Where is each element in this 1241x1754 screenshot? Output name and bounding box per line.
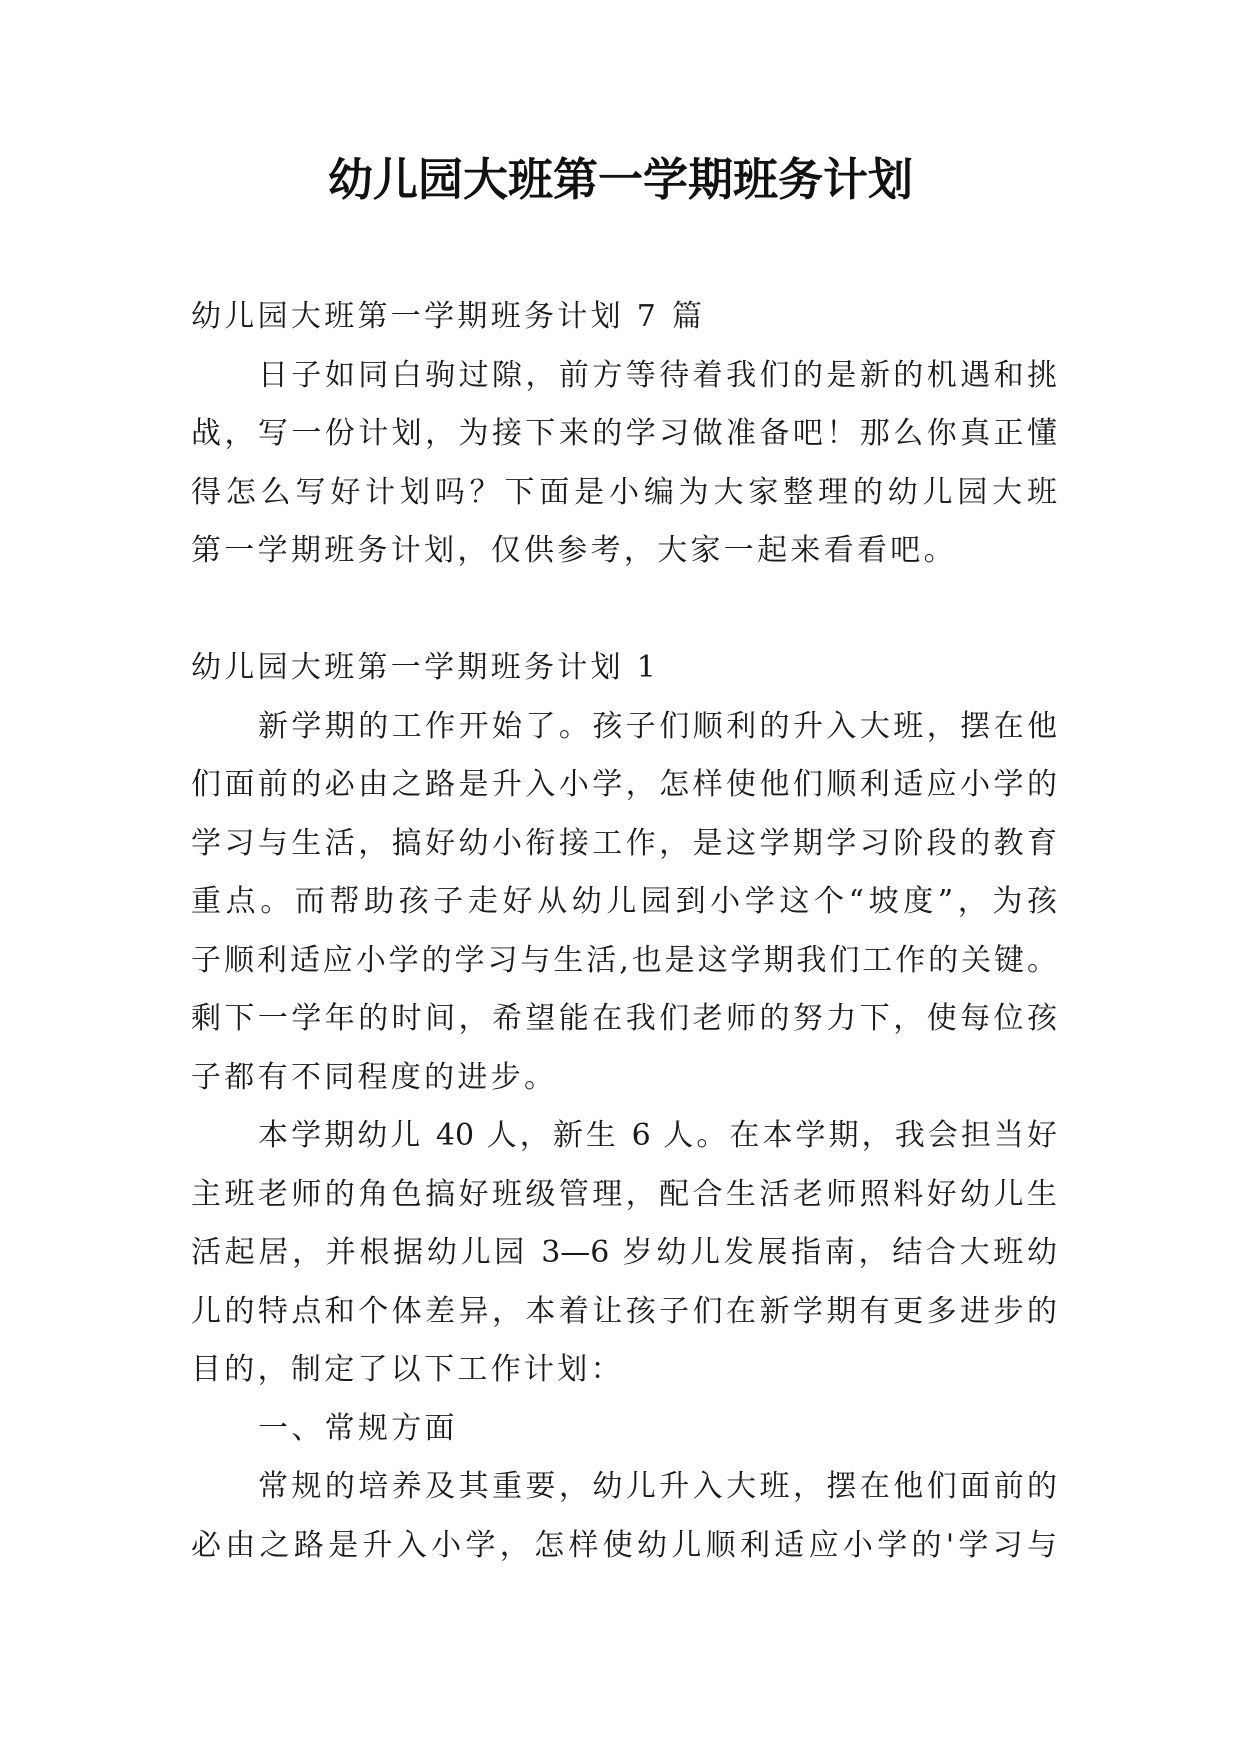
paragraph-line: 儿的特点和个体差异，本着让孩子们在新学期有更多进步的 (191, 1293, 1057, 1329)
document-body (191, 288, 1057, 1575)
section-subheading: 一、常规方面 (258, 1410, 458, 1446)
section-paragraph-2 (191, 1107, 1057, 1400)
paragraph-line: 战，写一份计划，为接下来的学习做准备吧！那么你真正懂 (191, 416, 1057, 451)
intro-paragraph (191, 347, 1057, 581)
paragraph-line: 第一学期班务计划，仅供参考，大家一起来看看吧。 (191, 533, 957, 568)
paragraph-line: 子都有不同程度的进步。 (191, 1059, 558, 1095)
paragraph-line: 剩下一学年的时间，希望能在我们老师的努力下，使每位孩 (191, 1001, 1057, 1036)
paragraph-line: 们面前的必由之路是升入小学，怎样使他们顺利适应小学的 (191, 767, 1057, 802)
paragraph-line: 目的，制定了以下工作计划： (191, 1352, 624, 1387)
section-heading: 幼儿园大班第一学期班务计划 1 (191, 650, 660, 685)
paragraph-line: 本学期幼儿 40 人，新生 6 人。在本学期，我会担当好 (258, 1118, 1057, 1153)
document-title: 幼儿园大班第一学期班务计划 (327, 153, 913, 206)
section-paragraph-1 (191, 698, 1057, 1108)
paragraph-line: 必由之路是升入小学，怎样使幼儿顺利适应小学的'学习与 (191, 1527, 1057, 1563)
paragraph-line: 新学期的工作开始了。孩子们顺利的升入大班，摆在他 (258, 708, 1057, 744)
paragraph-line: 得怎么写好计划吗？下面是小编为大家整理的幼儿园大班 (191, 474, 1057, 510)
paragraph-line: 学习与生活，搞好幼小衔接工作，是这学期学习阶段的教育 (191, 825, 1057, 861)
paragraph-line: 常规的培养及其重要，幼儿升入大班，摆在他们面前的 (258, 1469, 1057, 1504)
blank-line (191, 581, 1057, 640)
section-paragraph-3 (191, 1458, 1057, 1575)
paragraph-line: 子顺利适应小学的学习与生活,也是这学期我们工作的关键。 (191, 942, 1057, 978)
paragraph-line: 重点。而帮助孩子走好从幼儿园到小学这个“坡度”，为孩 (191, 884, 1057, 919)
paragraph-line: 日子如同白驹过隙，前方等待着我们的是新的机遇和挑 (258, 357, 1057, 393)
paragraph-line: 活起居，并根据幼儿园 3—6 岁幼儿发展指南，结合大班幼 (191, 1235, 1057, 1270)
paragraph-line: 主班老师的角色搞好班级管理，配合生活老师照料好幼儿生 (191, 1176, 1057, 1212)
document-subtitle: 幼儿园大班第一学期班务计划 7 篇 (191, 299, 706, 334)
